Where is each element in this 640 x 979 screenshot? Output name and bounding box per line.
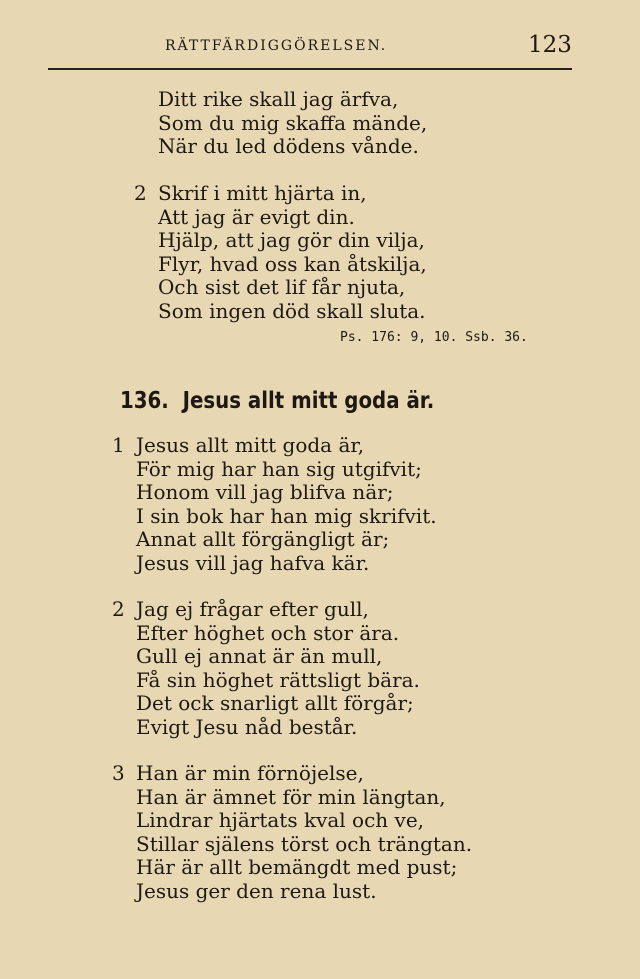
page-header bbox=[0, 30, 640, 70]
verse-line: Stillar själens törst och trängtan. bbox=[136, 831, 473, 856]
verse-line: Jesus vill jag hafva kär. bbox=[136, 550, 370, 575]
verse-line: Han är ämnet för min längtan, bbox=[136, 784, 446, 809]
verse-number: 2 bbox=[112, 597, 125, 621]
running-title: RÄTTFÄRDIGGÖRELSEN. bbox=[165, 38, 388, 54]
verse-line: Evigt Jesu nåd består. bbox=[136, 714, 358, 739]
verse-line: Att jag är evigt din. bbox=[158, 204, 355, 229]
verse-line: Jesus ger den rena lust. bbox=[136, 878, 377, 903]
verse-number: 3 bbox=[112, 761, 125, 785]
verse-first-line bbox=[112, 434, 437, 458]
verse-line: Som du mig skaffa mände, bbox=[158, 110, 428, 135]
verse-line: Ditt rike skall jag ärfva, bbox=[158, 87, 399, 111]
hymn-verse-3 bbox=[112, 762, 472, 903]
verse-first-line bbox=[134, 182, 427, 206]
verse-line: Som ingen död skall sluta. bbox=[158, 298, 426, 323]
scripture-reference: Ps. 176: 9, 10. Ssb. 36. bbox=[340, 330, 528, 345]
verse-line: Efter höghet och stor ära. bbox=[136, 620, 400, 645]
verse-line: Jesus allt mitt goda är, bbox=[136, 433, 365, 457]
hymn-heading bbox=[120, 388, 434, 414]
verse-line: För mig har han sig utgifvit; bbox=[136, 456, 422, 481]
previous-hymn-verse-2 bbox=[134, 182, 427, 323]
verse-line: Och sist det lif får njuta, bbox=[158, 275, 406, 299]
verse-line: Jag ej frågar efter gull, bbox=[136, 597, 369, 621]
header-rule bbox=[48, 68, 572, 70]
verse-line: Flyr, hvad oss kan åtskilja, bbox=[158, 251, 427, 276]
page-number: 123 bbox=[528, 32, 572, 58]
verse-line: Gull ej annat är än mull, bbox=[136, 644, 383, 668]
verse-line: Honom vill jag blifva när; bbox=[136, 480, 394, 504]
verse-line: Få sin höghet rättsligt bära. bbox=[136, 667, 420, 692]
verse-line: Det ock snarligt allt förgår; bbox=[136, 691, 414, 715]
verse-line: Han är min förnöjelse, bbox=[136, 761, 364, 785]
hymn-verse-1 bbox=[112, 434, 437, 575]
verse-line: Lindrar hjärtats kval och ve, bbox=[136, 808, 425, 832]
verse-number: 1 bbox=[112, 433, 125, 457]
verse-line: Skrif i mitt hjärta in, bbox=[158, 181, 367, 205]
verse-line: Annat allt förgängligt är; bbox=[136, 527, 390, 551]
verse-line: Hjälp, att jag gör din vilja, bbox=[158, 228, 425, 252]
hymn-title: Jesus allt mitt goda är. bbox=[182, 388, 435, 414]
verse-first-line bbox=[112, 762, 472, 786]
hymn-verse-2 bbox=[112, 598, 420, 739]
verse-first-line bbox=[112, 598, 420, 622]
verse-line: I sin bok har han mig skrifvit. bbox=[136, 503, 437, 528]
verse-number: 2 bbox=[134, 181, 147, 205]
hymn-number: 136. bbox=[120, 388, 169, 414]
verse-line: När du led dödens vånde. bbox=[158, 134, 419, 158]
previous-verse-continuation bbox=[158, 88, 427, 159]
verse-line: Här är allt bemängdt med pust; bbox=[136, 855, 458, 879]
